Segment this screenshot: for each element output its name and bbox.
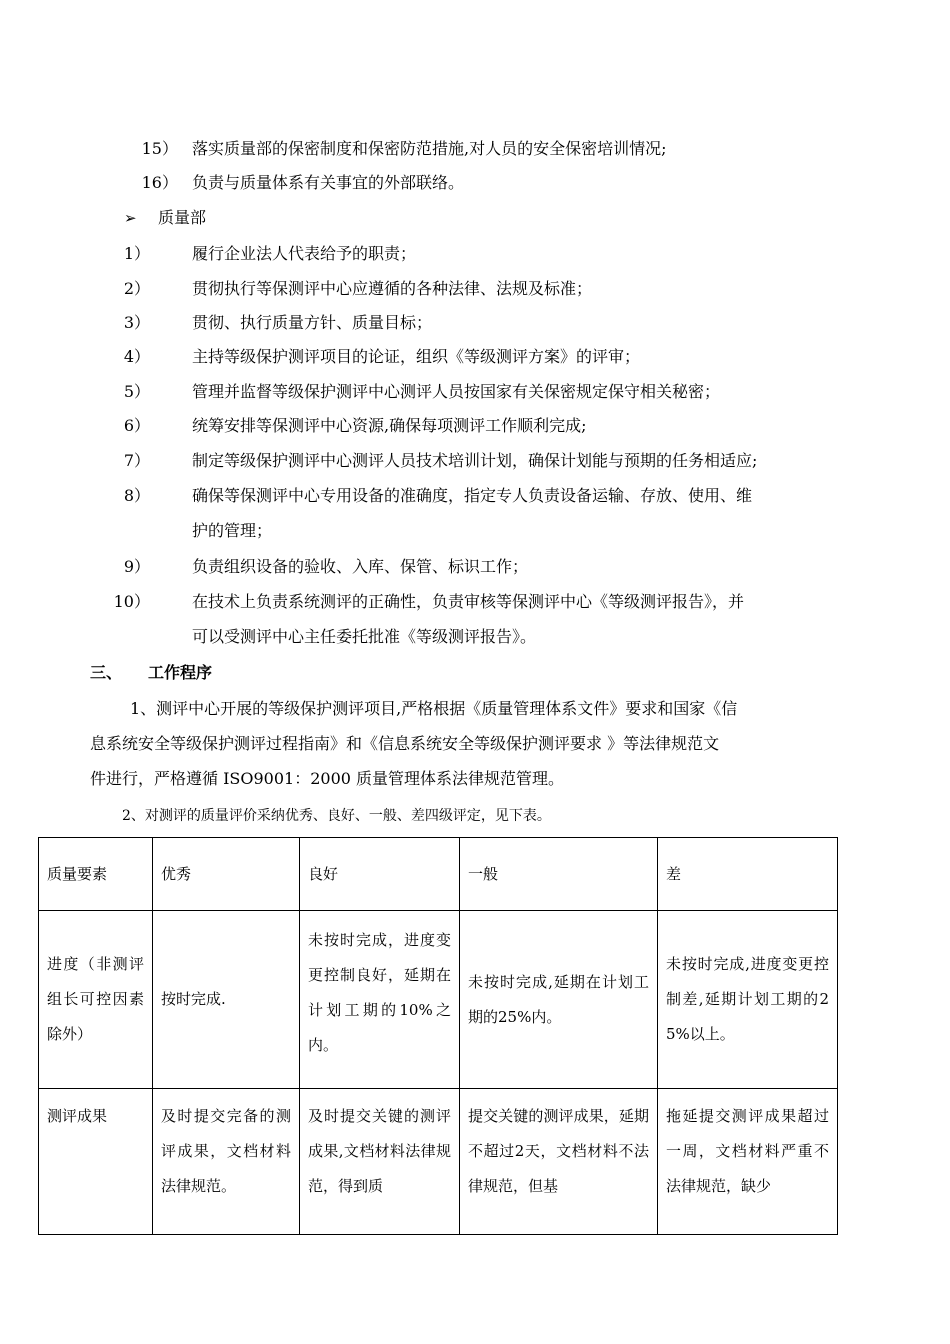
list-text: 主持等级保护测评项目的论证，组织《等级测评方案》的评审； [192, 347, 641, 366]
header-cell: 良好 [300, 838, 460, 911]
list-text-continued: 可以受测评中心主任委托批准《等级测评报告》。 [192, 627, 537, 646]
section-heading: 工作程序 [148, 663, 213, 682]
table-cell: 按时完成. [153, 911, 300, 1089]
list-text: 落实质量部的保密制度和保密防范措施,对人员的安全保密培训情况; [192, 139, 667, 158]
list-text: 负责与质量体系有关事宜的外部联络。 [192, 173, 465, 192]
list-text: 履行企业法人代表给予的职责； [192, 244, 417, 263]
section-number: 三、 [90, 663, 123, 682]
paragraph-line: 件进行，严格遵循 ISO9001：2000 质量管理体系法律规范管理。 [90, 769, 565, 788]
list-text: 在技术上负责系统测评的正确性，负责审核等保测评中心《等级测评报告》，并 [192, 592, 745, 611]
header-cell: 优秀 [153, 838, 300, 911]
list-number: 2） [123, 279, 150, 298]
paragraph-line: 1、测评中心开展的等级保护测评项目,严格根据《质量管理体系文件》要求和国家《信 [130, 699, 738, 718]
list-number: 3） [123, 313, 150, 332]
section-title: 质量部 [158, 208, 207, 227]
table-cell: 提交关键的测评成果，延期不超过2天，文档材料不法律规范，但基 [460, 1089, 658, 1235]
list-number: 7） [123, 451, 150, 470]
table-cell: 拖延提交测评成果超过一周，文档材料严重不法律规范，缺少 [658, 1089, 838, 1235]
header-cell: 质量要素 [39, 838, 153, 911]
header-cell: 差 [658, 838, 838, 911]
list-number: 10） [113, 592, 150, 611]
list-number: 4） [123, 347, 150, 366]
list-number: 1） [123, 244, 150, 263]
table-cell: 测评成果 [39, 1089, 153, 1235]
table-cell: 未按时完成,延期在计划工期的25%内。 [460, 911, 658, 1089]
list-text-continued: 护的管理； [192, 521, 273, 540]
table-cell: 及时提交关键的测评成果,文档材料法律规范，得到质 [300, 1089, 460, 1235]
table-cell: 未按时完成，进度变更控制良好，延期在计划工期的10%之内。 [300, 911, 460, 1089]
list-number: 8） [123, 486, 150, 505]
list-number: 16） [141, 173, 178, 192]
table-cell: 未按时完成,进度变更控制差,延期计划工期的25%以上。 [658, 911, 838, 1089]
header-cell: 一般 [460, 838, 658, 911]
table-header-row [39, 838, 838, 911]
list-text: 确保等保测评中心专用设备的准确度，指定专人负责设备运输、存放、使用、维 [192, 486, 753, 505]
table-row [39, 911, 838, 1089]
list-number: 6） [123, 416, 150, 435]
table-cell: 及时提交完备的测评成果，文档材料法律规范。 [153, 1089, 300, 1235]
list-text: 管理并监督等级保护测评中心测评人员按国家有关保密规定保守相关秘密； [192, 382, 721, 401]
paragraph-line: 2、对测评的质量评价采纳优秀、良好、一般、差四级评定，见下表。 [122, 808, 551, 824]
bullet-arrow-icon: ➢ [124, 209, 137, 227]
list-text: 统筹安排等保测评中心资源,确保每项测评工作顺利完成; [192, 416, 587, 435]
list-text: 制定等级保护测评中心测评人员技术培训计划，确保计划能与预期的任务相适应; [192, 451, 758, 470]
quality-evaluation-table [38, 837, 838, 1235]
list-number: 5） [123, 382, 150, 401]
list-text: 负责组织设备的验收、入库、保管、标识工作； [192, 557, 529, 576]
list-text: 贯彻、执行质量方针、质量目标； [192, 313, 433, 332]
table-row [39, 1089, 838, 1235]
paragraph-line: 息系统安全等级保护测评过程指南》和《信息系统安全等级保护测评要求 》等法律规范文 [90, 734, 720, 753]
list-number: 9） [123, 557, 150, 576]
list-number: 15） [141, 139, 178, 158]
list-text: 贯彻执行等保测评中心应遵循的各种法律、法规及标准； [192, 279, 593, 298]
table-cell: 进度（非测评组长可控因素除外） [39, 911, 153, 1089]
